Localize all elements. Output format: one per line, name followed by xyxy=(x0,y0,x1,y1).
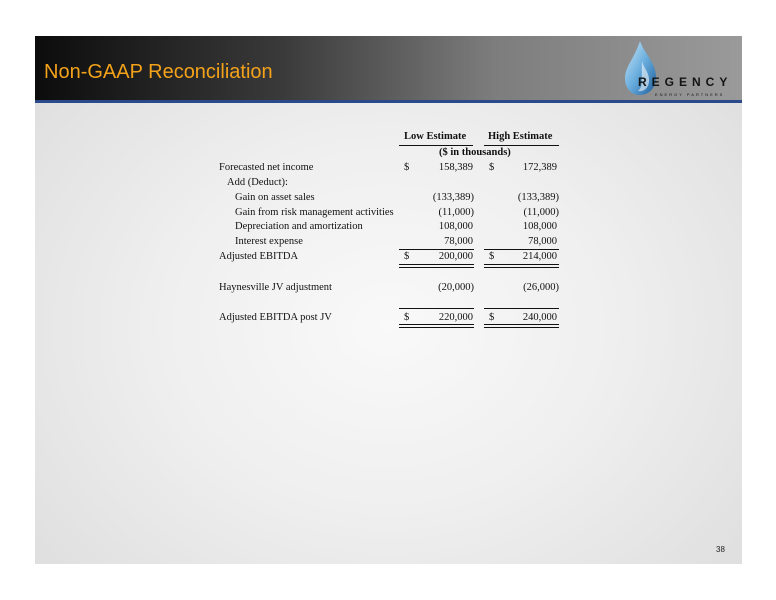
row-label: Adjusted EBITDA xyxy=(219,251,299,262)
currency-sign: $ xyxy=(404,312,410,323)
col-header-high: High Estimate xyxy=(488,131,553,142)
subtotal-underline-low xyxy=(399,308,474,309)
page-number: 38 xyxy=(716,545,725,554)
logo-wordmark: REGENCY xyxy=(638,75,733,89)
row-label: Gain from risk management activities xyxy=(235,207,394,218)
total-double-underline-high xyxy=(484,264,559,268)
low-value: (20,000) xyxy=(438,282,474,293)
col-header-high-underline xyxy=(484,145,559,146)
currency-sign: $ xyxy=(489,162,495,173)
logo-tagline: ENERGY PARTNERS xyxy=(655,92,725,97)
high-value: (133,389) xyxy=(517,192,559,203)
col-header-low: Low Estimate xyxy=(404,131,467,142)
low-value: 108,000 xyxy=(438,221,473,232)
slide xyxy=(35,36,742,564)
subtotal-underline-high xyxy=(484,308,559,309)
header-divider xyxy=(35,100,742,103)
low-value: (11,000) xyxy=(438,207,474,218)
currency-sign: $ xyxy=(489,312,495,323)
total-double-underline-high xyxy=(484,324,559,328)
high-value: 78,000 xyxy=(528,236,557,247)
row-label: Adjusted EBITDA post JV xyxy=(219,312,332,323)
low-value: 200,000 xyxy=(438,251,473,262)
currency-sign: $ xyxy=(404,251,410,262)
currency-sign: $ xyxy=(489,251,495,262)
high-value: (26,000) xyxy=(523,282,559,293)
high-value: 108,000 xyxy=(522,221,557,232)
total-double-underline-low xyxy=(399,324,474,328)
units-label: ($ in thousands) xyxy=(439,147,511,158)
low-value: 158,389 xyxy=(438,162,473,173)
row-label: Forecasted net income xyxy=(219,162,314,173)
low-value: 78,000 xyxy=(444,236,473,247)
high-value: (11,000) xyxy=(523,207,559,218)
high-value: 214,000 xyxy=(522,251,557,262)
row-label: Interest expense xyxy=(235,236,303,247)
currency-sign: $ xyxy=(404,162,410,173)
col-header-low-underline xyxy=(399,145,473,146)
high-value: 240,000 xyxy=(522,312,557,323)
row-label: Add (Deduct): xyxy=(227,177,288,188)
page-title: Non-GAAP Reconciliation xyxy=(44,61,273,83)
low-value: (133,389) xyxy=(432,192,474,203)
row-label: Gain on asset sales xyxy=(235,192,315,203)
low-value: 220,000 xyxy=(438,312,473,323)
high-value: 172,389 xyxy=(522,162,557,173)
subtotal-underline-high xyxy=(484,249,559,250)
row-label: Haynesville JV adjustment xyxy=(219,282,332,293)
total-double-underline-low xyxy=(399,264,474,268)
row-label: Depreciation and amortization xyxy=(235,221,363,232)
subtotal-underline-low xyxy=(399,249,474,250)
